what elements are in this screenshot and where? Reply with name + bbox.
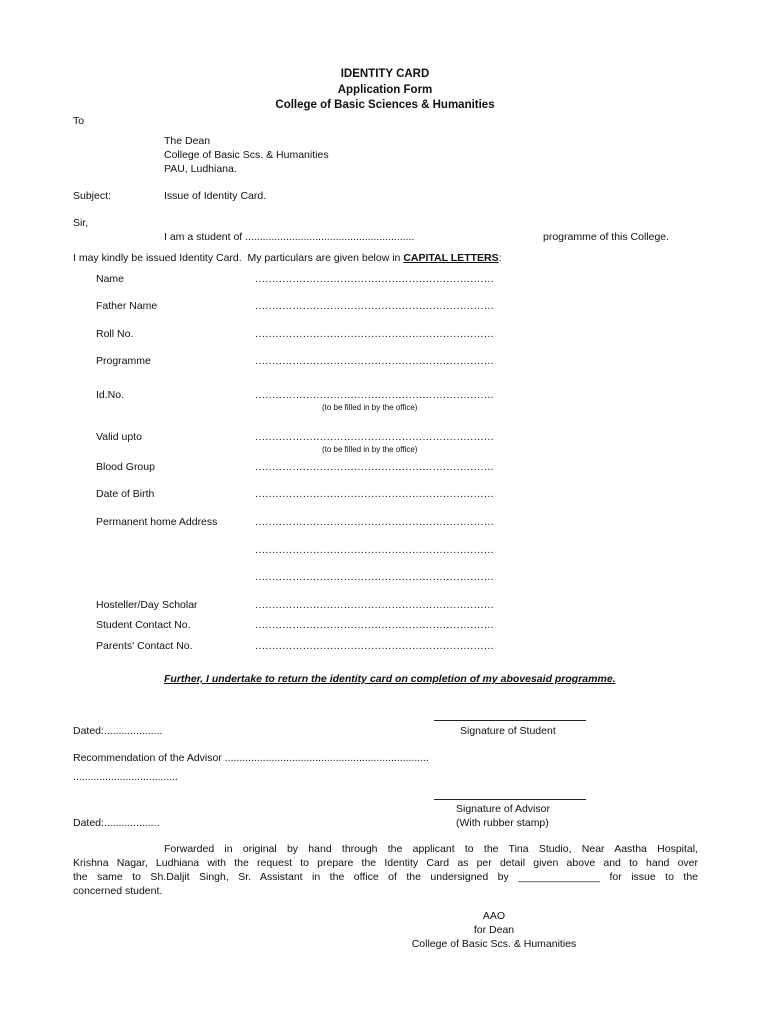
field-label-date-of-birth: Date of Birth xyxy=(96,488,155,500)
field-input-date-of-birth[interactable]: ...................................................................... xyxy=(255,488,495,500)
field-label-programme: Programme xyxy=(96,355,151,367)
form-title: IDENTITY CARD xyxy=(340,68,430,80)
field-label-name: Name xyxy=(96,273,125,285)
forwarding-line-2: Krishna Nagar, Ludhiana with the request to prepare the Identity Card as per detail given above and to hand over xyxy=(73,857,698,869)
address-line-1: The Dean xyxy=(164,135,211,147)
office-note-valid-upto: (to be filled in by the office) xyxy=(322,445,418,454)
advisor-recommendation[interactable]: Recommendation of the Advisor ...................................................................... xyxy=(73,752,429,764)
advisor-recommendation-continued[interactable]: .................................... xyxy=(73,771,179,783)
intro-line-2-end: : xyxy=(498,252,502,264)
student-signature-caption: Signature of Student xyxy=(460,725,556,737)
field-input-id-no[interactable]: ...................................................................... xyxy=(255,389,495,401)
address-line-3: PAU, Ludhiana. xyxy=(164,163,237,175)
forwarding-line-3: the same to Sh.Daljit Singh, Sr. Assistant in the office of the undersigned by ______________ for issue to the xyxy=(73,871,698,883)
field-input-parents-contact[interactable]: ...................................................................... xyxy=(255,640,495,652)
intro-line-1-pre: I am a student of .......................................................... xyxy=(164,231,415,243)
field-input-address-line-1[interactable]: ...................................................................... xyxy=(255,516,495,528)
advisor-signature-line[interactable] xyxy=(434,799,586,800)
intro-line-2 xyxy=(73,252,502,264)
advisor-stamp-caption: (With rubber stamp) xyxy=(456,817,549,829)
field-input-name[interactable]: ...................................................................... xyxy=(255,273,495,285)
field-input-valid-upto[interactable]: ...................................................................... xyxy=(255,431,495,443)
field-label-father-name: Father Name xyxy=(96,300,158,312)
field-input-student-contact[interactable]: ...................................................................... xyxy=(255,619,495,631)
closing-aao: AAO xyxy=(482,910,506,922)
field-input-hosteller[interactable]: ...................................................................... xyxy=(255,599,495,611)
student-signature-line[interactable] xyxy=(434,720,586,721)
college-name: College of Basic Sciences & Humanities xyxy=(275,99,495,111)
address-line-2: College of Basic Scs. & Humanities xyxy=(164,149,329,161)
field-input-roll-no[interactable]: ...................................................................... xyxy=(255,328,495,340)
field-label-id-no: Id.No. xyxy=(96,389,125,401)
intro-line-2-text: I may kindly be issued Identity Card. My particulars are given below in xyxy=(73,252,404,264)
intro-line-1-post: programme of this College. xyxy=(543,231,670,243)
field-input-father-name[interactable]: ...................................................................... xyxy=(255,300,495,312)
subject-text: Issue of Identity Card. xyxy=(164,190,267,202)
field-input-programme[interactable]: ...................................................................... xyxy=(255,355,495,367)
field-input-blood-group[interactable]: ...................................................................... xyxy=(255,461,495,473)
field-label-parents-contact: Parents' Contact No. xyxy=(96,640,193,652)
closing-for-dean: for Dean xyxy=(473,924,515,936)
field-input-address-line-2[interactable]: ...................................................................... xyxy=(255,544,495,556)
student-dated[interactable]: Dated:.................... xyxy=(73,725,163,737)
field-input-address-line-3[interactable]: ...................................................................... xyxy=(255,571,495,583)
to-label: To xyxy=(73,115,85,127)
form-subtitle: Application Form xyxy=(337,84,433,96)
undertaking-statement: Further, I undertake to return the identity card on completion of my abovesaid programme. xyxy=(164,673,616,685)
capital-letters-emphasis: CAPITAL LETTERS xyxy=(403,252,499,264)
advisor-signature-caption: Signature of Advisor xyxy=(456,803,550,815)
forwarding-line-4: concerned student. xyxy=(73,885,163,897)
closing-college: College of Basic Scs. & Humanities xyxy=(411,938,577,950)
field-label-permanent-address: Permanent home Address xyxy=(96,516,218,528)
advisor-dated[interactable]: Dated:................... xyxy=(73,817,160,829)
forwarding-line-1: Forwarded in original by hand through the applicant to the Tina Studio, Near Aastha Hospital, xyxy=(164,843,698,855)
field-label-hosteller: Hosteller/Day Scholar xyxy=(96,599,198,611)
salutation: Sir, xyxy=(73,217,89,229)
field-label-valid-upto: Valid upto xyxy=(96,431,142,443)
office-note-id-no: (to be filled in by the office) xyxy=(322,403,418,412)
subject-label: Subject: xyxy=(73,190,111,202)
field-label-blood-group: Blood Group xyxy=(96,461,155,473)
field-label-student-contact: Student Contact No. xyxy=(96,619,191,631)
field-label-roll-no: Roll No. xyxy=(96,328,134,340)
